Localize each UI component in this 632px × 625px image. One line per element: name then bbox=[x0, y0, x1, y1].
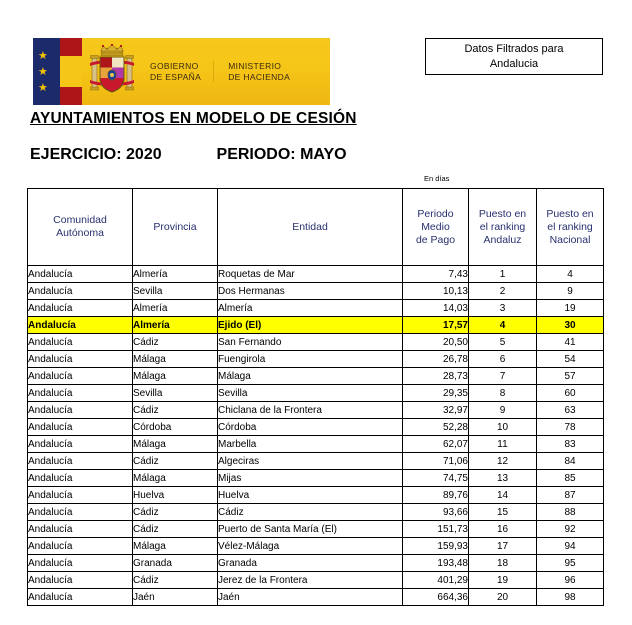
table-row bbox=[28, 317, 604, 334]
cell-puesto-ranking-andaluz: 7 bbox=[469, 368, 537, 385]
ministerio-line-2: DE HACIENDA bbox=[228, 71, 291, 82]
cell-periodo-medio-de-pago: 89,76 bbox=[403, 487, 469, 504]
flag-yellow-band bbox=[60, 56, 82, 87]
cell-puesto-ranking-nacional: 98 bbox=[537, 589, 604, 606]
cell-periodo-medio-de-pago: 7,43 bbox=[403, 266, 469, 283]
table-row bbox=[28, 555, 604, 572]
cell-entidad: Granada bbox=[218, 555, 403, 572]
cell-comunidad-autonoma: Andalucía bbox=[28, 504, 133, 521]
cell-puesto-ranking-nacional: 95 bbox=[537, 555, 604, 572]
cell-puesto-ranking-nacional: 92 bbox=[537, 521, 604, 538]
table-row bbox=[28, 521, 604, 538]
cell-entidad: Almería bbox=[218, 300, 403, 317]
table-row bbox=[28, 402, 604, 419]
header-line: Medio bbox=[421, 220, 450, 233]
table-row bbox=[28, 283, 604, 300]
cell-entidad: Marbella bbox=[218, 436, 403, 453]
cell-puesto-ranking-nacional: 57 bbox=[537, 368, 604, 385]
cell-puesto-ranking-andaluz: 16 bbox=[469, 521, 537, 538]
cell-periodo-medio-de-pago: 159,93 bbox=[403, 538, 469, 555]
cell-comunidad-autonoma: Andalucía bbox=[28, 589, 133, 606]
cell-entidad: Málaga bbox=[218, 368, 403, 385]
table-row bbox=[28, 538, 604, 555]
cell-puesto-ranking-nacional: 94 bbox=[537, 538, 604, 555]
coat-of-arms-icon bbox=[82, 38, 142, 105]
cell-comunidad-autonoma: Andalucía bbox=[28, 317, 133, 334]
cell-entidad: Roquetas de Mar bbox=[218, 266, 403, 283]
cell-periodo-medio-de-pago: 26,78 bbox=[403, 351, 469, 368]
cell-puesto-ranking-nacional: 54 bbox=[537, 351, 604, 368]
flag-red-band-bottom bbox=[60, 87, 82, 105]
ministerio-de-hacienda-text bbox=[213, 61, 302, 82]
cell-comunidad-autonoma: Andalucía bbox=[28, 538, 133, 555]
eu-star-icon: ★ bbox=[38, 66, 48, 78]
gobierno-de-espana-text bbox=[142, 61, 213, 82]
cell-provincia: Almería bbox=[133, 317, 218, 334]
cell-entidad: Jaén bbox=[218, 589, 403, 606]
cell-periodo-medio-de-pago: 62,07 bbox=[403, 436, 469, 453]
cell-comunidad-autonoma: Andalucía bbox=[28, 334, 133, 351]
header-line: Comunidad bbox=[53, 214, 107, 226]
cell-provincia: Almería bbox=[133, 300, 218, 317]
header-line: Periodo bbox=[417, 207, 454, 220]
header-line: el ranking bbox=[479, 220, 526, 233]
cell-provincia: Málaga bbox=[133, 351, 218, 368]
header-line: Autónoma bbox=[56, 227, 104, 239]
cell-puesto-ranking-andaluz: 1 bbox=[469, 266, 537, 283]
filter-note-line-2: Andalucia bbox=[489, 57, 539, 70]
cell-puesto-ranking-andaluz: 10 bbox=[469, 419, 537, 436]
cell-provincia: Sevilla bbox=[133, 385, 218, 402]
cell-entidad: Huelva bbox=[218, 487, 403, 504]
header-line: el ranking bbox=[547, 220, 593, 233]
table-row bbox=[28, 453, 604, 470]
cell-comunidad-autonoma: Andalucía bbox=[28, 487, 133, 504]
cell-provincia: Cádiz bbox=[133, 521, 218, 538]
column-header-entidad bbox=[218, 189, 403, 266]
units-note: En días bbox=[424, 174, 450, 183]
cell-puesto-ranking-nacional: 19 bbox=[537, 300, 604, 317]
cell-puesto-ranking-andaluz: 18 bbox=[469, 555, 537, 572]
cell-periodo-medio-de-pago: 74,75 bbox=[403, 470, 469, 487]
table-row bbox=[28, 470, 604, 487]
cell-provincia: Jaén bbox=[133, 589, 218, 606]
column-header-puesto-ranking-nacional bbox=[537, 189, 604, 266]
cell-comunidad-autonoma: Andalucía bbox=[28, 453, 133, 470]
cell-provincia: Cádiz bbox=[133, 453, 218, 470]
cell-entidad: Ejido (El) bbox=[218, 317, 403, 334]
cell-puesto-ranking-andaluz: 9 bbox=[469, 402, 537, 419]
filter-note-box bbox=[425, 38, 603, 75]
cell-provincia: Cádiz bbox=[133, 402, 218, 419]
cell-comunidad-autonoma: Andalucía bbox=[28, 266, 133, 283]
table-row bbox=[28, 436, 604, 453]
cell-entidad: Dos Hermanas bbox=[218, 283, 403, 300]
table-row bbox=[28, 589, 604, 606]
cell-entidad: Chiclana de la Frontera bbox=[218, 402, 403, 419]
cell-comunidad-autonoma: Andalucía bbox=[28, 368, 133, 385]
header-line: Entidad bbox=[292, 220, 328, 233]
table-row bbox=[28, 334, 604, 351]
cell-comunidad-autonoma: Andalucía bbox=[28, 351, 133, 368]
cell-provincia: Sevilla bbox=[133, 283, 218, 300]
cell-puesto-ranking-andaluz: 4 bbox=[469, 317, 537, 334]
header-line: de Pago bbox=[415, 233, 456, 246]
cell-comunidad-autonoma: Andalucía bbox=[28, 470, 133, 487]
cell-comunidad-autonoma: Andalucía bbox=[28, 419, 133, 436]
gobierno-de-espana-logo bbox=[33, 38, 330, 105]
cell-comunidad-autonoma: Andalucía bbox=[28, 402, 133, 419]
spain-flag-strip bbox=[60, 38, 82, 105]
table-row bbox=[28, 300, 604, 317]
ejercicio-label: EJERCICIO: 2020 bbox=[30, 146, 162, 163]
cell-periodo-medio-de-pago: 10,13 bbox=[403, 283, 469, 300]
cell-comunidad-autonoma: Andalucía bbox=[28, 436, 133, 453]
cell-puesto-ranking-andaluz: 17 bbox=[469, 538, 537, 555]
cell-periodo-medio-de-pago: 71,06 bbox=[403, 453, 469, 470]
cell-provincia: Málaga bbox=[133, 436, 218, 453]
cell-provincia: Cádiz bbox=[133, 334, 218, 351]
cell-puesto-ranking-nacional: 88 bbox=[537, 504, 604, 521]
table-row bbox=[28, 419, 604, 436]
column-header-puesto-ranking-andaluz bbox=[469, 189, 537, 266]
logo-text-group bbox=[142, 38, 330, 105]
header-line: Puesto en bbox=[478, 207, 527, 220]
cell-provincia: Cádiz bbox=[133, 504, 218, 521]
cell-puesto-ranking-nacional: 4 bbox=[537, 266, 604, 283]
cell-entidad: Sevilla bbox=[218, 385, 403, 402]
cell-comunidad-autonoma: Andalucía bbox=[28, 555, 133, 572]
cell-comunidad-autonoma: Andalucía bbox=[28, 300, 133, 317]
eu-star-icon: ★ bbox=[38, 50, 48, 62]
cell-puesto-ranking-nacional: 63 bbox=[537, 402, 604, 419]
column-header-periodo-medio-de-pago bbox=[403, 189, 469, 266]
cell-entidad: Mijas bbox=[218, 470, 403, 487]
cell-periodo-medio-de-pago: 17,57 bbox=[403, 317, 469, 334]
cell-periodo-medio-de-pago: 664,36 bbox=[403, 589, 469, 606]
header-line: Nacional bbox=[549, 233, 591, 246]
cell-puesto-ranking-nacional: 60 bbox=[537, 385, 604, 402]
cell-puesto-ranking-andaluz: 12 bbox=[469, 453, 537, 470]
cell-puesto-ranking-andaluz: 14 bbox=[469, 487, 537, 504]
cell-puesto-ranking-nacional: 9 bbox=[537, 283, 604, 300]
cell-comunidad-autonoma: Andalucía bbox=[28, 572, 133, 589]
cell-periodo-medio-de-pago: 401,29 bbox=[403, 572, 469, 589]
eu-flag-strip bbox=[33, 38, 60, 105]
cell-periodo-medio-de-pago: 28,73 bbox=[403, 368, 469, 385]
cell-periodo-medio-de-pago: 20,50 bbox=[403, 334, 469, 351]
eu-star-icon: ★ bbox=[38, 82, 48, 94]
table-header bbox=[28, 189, 604, 266]
cell-provincia: Cádiz bbox=[133, 572, 218, 589]
cell-entidad: Vélez-Málaga bbox=[218, 538, 403, 555]
filter-note-line-1: Datos Filtrados para bbox=[464, 42, 564, 55]
cell-entidad: Algeciras bbox=[218, 453, 403, 470]
cell-provincia: Málaga bbox=[133, 538, 218, 555]
cell-provincia: Málaga bbox=[133, 470, 218, 487]
cell-provincia: Almería bbox=[133, 266, 218, 283]
cell-comunidad-autonoma: Andalucía bbox=[28, 385, 133, 402]
column-header-provincia bbox=[133, 189, 218, 266]
table-row bbox=[28, 266, 604, 283]
table-header-row bbox=[28, 189, 604, 266]
cell-puesto-ranking-nacional: 87 bbox=[537, 487, 604, 504]
ministerio-line-1: MINISTERIO bbox=[228, 61, 282, 71]
cell-periodo-medio-de-pago: 151,73 bbox=[403, 521, 469, 538]
cell-puesto-ranking-andaluz: 2 bbox=[469, 283, 537, 300]
cell-puesto-ranking-nacional: 85 bbox=[537, 470, 604, 487]
cell-puesto-ranking-andaluz: 13 bbox=[469, 470, 537, 487]
gobierno-line-2: DE ESPAÑA bbox=[150, 71, 202, 82]
cell-puesto-ranking-nacional: 78 bbox=[537, 419, 604, 436]
flag-red-band-top bbox=[60, 38, 82, 56]
cell-provincia: Málaga bbox=[133, 368, 218, 385]
header-line: Puesto en bbox=[546, 207, 594, 220]
table-row bbox=[28, 487, 604, 504]
table-row bbox=[28, 385, 604, 402]
header-line: Provincia bbox=[153, 220, 197, 233]
cell-entidad: Cádiz bbox=[218, 504, 403, 521]
gobierno-line-1: GOBIERNO bbox=[150, 61, 199, 71]
cell-puesto-ranking-nacional: 83 bbox=[537, 436, 604, 453]
table-body bbox=[28, 266, 604, 606]
cell-puesto-ranking-nacional: 41 bbox=[537, 334, 604, 351]
cell-puesto-ranking-andaluz: 6 bbox=[469, 351, 537, 368]
cell-entidad: Fuengirola bbox=[218, 351, 403, 368]
document-header bbox=[0, 0, 632, 183]
cell-puesto-ranking-andaluz: 5 bbox=[469, 334, 537, 351]
cell-provincia: Córdoba bbox=[133, 419, 218, 436]
header-line: Andaluz bbox=[483, 233, 522, 246]
table-row bbox=[28, 504, 604, 521]
cell-puesto-ranking-andaluz: 20 bbox=[469, 589, 537, 606]
cell-periodo-medio-de-pago: 93,66 bbox=[403, 504, 469, 521]
cell-puesto-ranking-andaluz: 15 bbox=[469, 504, 537, 521]
periodo-label: PERIODO: MAYO bbox=[216, 146, 347, 163]
cell-puesto-ranking-nacional: 96 bbox=[537, 572, 604, 589]
cell-provincia: Huelva bbox=[133, 487, 218, 504]
cell-entidad: Puerto de Santa María (El) bbox=[218, 521, 403, 538]
table-row bbox=[28, 368, 604, 385]
cell-entidad: Jerez de la Frontera bbox=[218, 572, 403, 589]
table-row bbox=[28, 572, 604, 589]
column-header-comunidad-autonoma bbox=[28, 189, 133, 266]
municipalities-payment-table bbox=[27, 188, 604, 606]
cell-comunidad-autonoma: Andalucía bbox=[28, 521, 133, 538]
cell-puesto-ranking-andaluz: 11 bbox=[469, 436, 537, 453]
cell-entidad: Córdoba bbox=[218, 419, 403, 436]
subtitle-row bbox=[30, 146, 347, 164]
page-title: AYUNTAMIENTOS EN MODELO DE CESIÓN bbox=[30, 110, 357, 127]
cell-puesto-ranking-andaluz: 8 bbox=[469, 385, 537, 402]
cell-puesto-ranking-andaluz: 19 bbox=[469, 572, 537, 589]
cell-periodo-medio-de-pago: 14,03 bbox=[403, 300, 469, 317]
cell-comunidad-autonoma: Andalucía bbox=[28, 283, 133, 300]
cell-periodo-medio-de-pago: 32,97 bbox=[403, 402, 469, 419]
cell-periodo-medio-de-pago: 52,28 bbox=[403, 419, 469, 436]
table-row bbox=[28, 351, 604, 368]
cell-puesto-ranking-nacional: 30 bbox=[537, 317, 604, 334]
cell-periodo-medio-de-pago: 193,48 bbox=[403, 555, 469, 572]
cell-periodo-medio-de-pago: 29,35 bbox=[403, 385, 469, 402]
cell-puesto-ranking-nacional: 84 bbox=[537, 453, 604, 470]
cell-puesto-ranking-andaluz: 3 bbox=[469, 300, 537, 317]
cell-entidad: San Fernando bbox=[218, 334, 403, 351]
cell-provincia: Granada bbox=[133, 555, 218, 572]
